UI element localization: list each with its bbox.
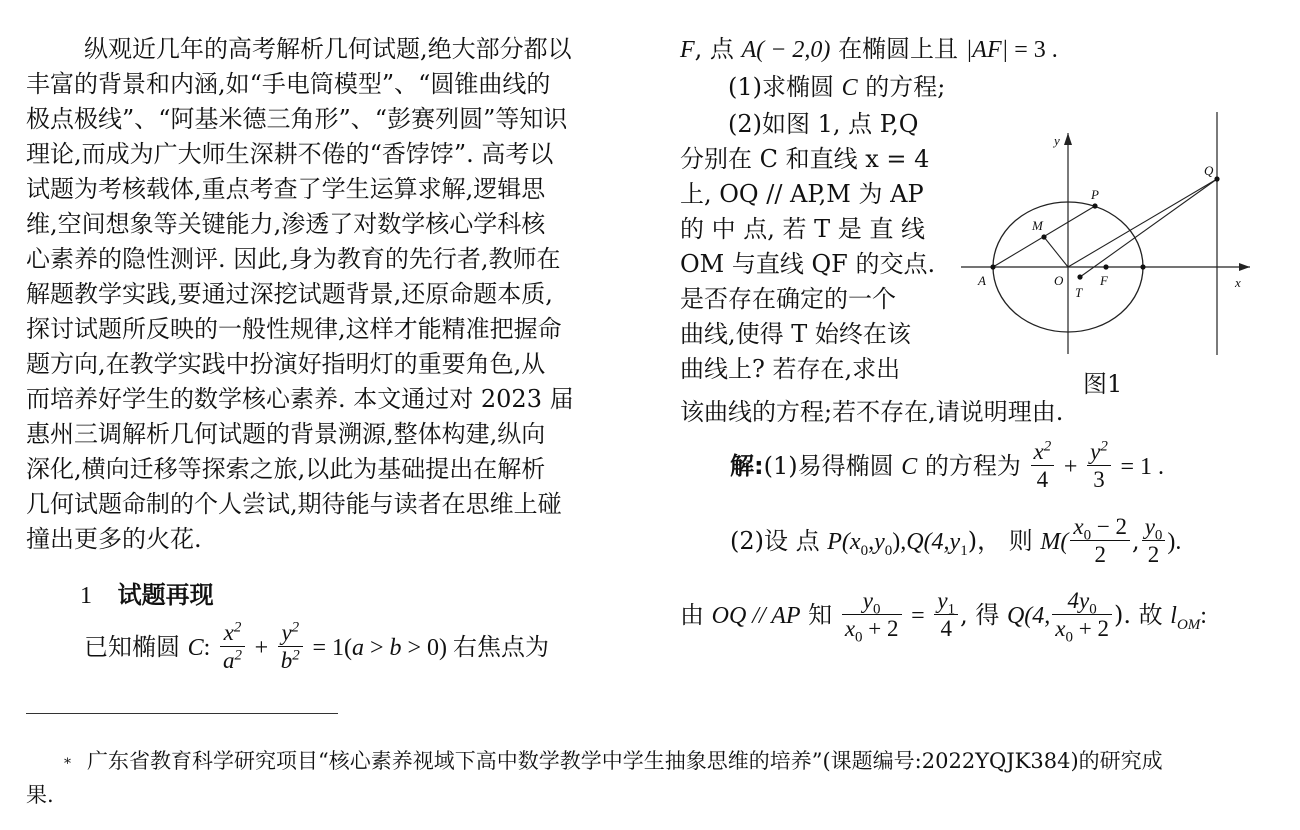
- line-l: l: [1170, 603, 1177, 629]
- problem-lead: 已知椭圆: [84, 633, 180, 661]
- plus-two: + 2: [1073, 616, 1109, 641]
- gt: >: [363, 635, 390, 661]
- x-axis-arrow: [1239, 263, 1250, 271]
- text: (2)设 点: [730, 527, 820, 555]
- solution-part2: (2)设 点 $P(x_0,y_0),Q(4,y_1)$， 则 M( $\frac{x_0 - 2}{2}$ , $\frac{y_0}{2}$ ).: [730, 514, 1182, 567]
- label-x: x: [1235, 275, 1241, 290]
- focus-F: F: [680, 37, 695, 63]
- q2-line: 曲线上? 若存在,求出: [680, 355, 901, 383]
- label-P: P: [1091, 187, 1099, 202]
- point-right-vertex: [1140, 264, 1145, 269]
- denominator: 4: [1036, 467, 1049, 492]
- colon: :: [1200, 603, 1207, 629]
- parallel-OQ-AP: OQ // AP: [711, 603, 801, 629]
- footnote-line1: [64, 747, 1163, 778]
- ellipse-name: C: [187, 635, 204, 661]
- footnote-text: 广东省教育科学研究项目“核心素养视域下高中数学教学中学生抽象思维的培养”(课题编号:2022YQJK384)的研究成: [87, 749, 1163, 773]
- intro-line: 试题为考核载体,重点考查了学生运算求解,逻辑思: [26, 175, 546, 203]
- subscript: 1: [947, 601, 956, 618]
- text: ).: [1167, 529, 1182, 555]
- denominator: 2: [1094, 542, 1106, 567]
- b-var: b: [280, 648, 293, 673]
- q2-line: 上, OQ // AP,M 为 AP: [680, 180, 924, 208]
- abs-AF: |AF|: [965, 37, 1009, 63]
- subscript: 0: [1083, 527, 1092, 544]
- footnote-star: *: [64, 756, 71, 772]
- point-M: M(: [1040, 529, 1069, 555]
- y-var: y: [937, 588, 948, 613]
- intro-line: 撞出更多的火花.: [26, 525, 202, 553]
- x-var: x: [844, 616, 856, 641]
- problem-tail: 右焦点为: [453, 633, 550, 661]
- point-Q: Q(4,: [1006, 603, 1051, 629]
- label-O: O: [1054, 273, 1064, 288]
- y-axis-arrow: [1064, 133, 1072, 145]
- a-var: a: [222, 648, 235, 673]
- point-T: [1077, 274, 1082, 279]
- text: ,y: [868, 529, 885, 555]
- ellipse-name: C: [901, 454, 918, 480]
- q2-line: OM 与直线 QF 的交点.: [680, 250, 936, 278]
- point-Q: [1214, 176, 1219, 181]
- intro-line: 题方向,在教学实践中扮演好指明灯的重要角色,从: [26, 350, 546, 378]
- exp: 2: [234, 647, 242, 664]
- exp: 2: [291, 619, 300, 636]
- fraction-x2-4: [1031, 439, 1055, 492]
- fraction-y1-4: [934, 588, 958, 641]
- figure-caption: 图1: [1083, 370, 1123, 398]
- exp: 2: [1043, 438, 1052, 455]
- q1-suffix: 的方程;: [865, 73, 946, 101]
- text: 的方程为: [924, 452, 1021, 480]
- footnote-rule: [26, 713, 338, 714]
- y-var: y: [1090, 439, 1101, 464]
- segment-QT: [1080, 179, 1217, 277]
- point-M: [1041, 234, 1046, 239]
- point-P: [1092, 203, 1097, 208]
- plus-sign: +: [254, 635, 269, 661]
- x-var: x: [223, 620, 234, 645]
- q1-prefix: (1)求椭圆: [728, 73, 834, 101]
- section-number: 1: [80, 583, 92, 609]
- solution-part1: [730, 438, 1164, 495]
- question-1: [728, 72, 945, 103]
- q2-line: 曲线,使得 T 始终在该: [680, 320, 911, 348]
- label-F: F: [1100, 273, 1108, 288]
- point-F: [1103, 264, 1108, 269]
- fraction-4y0-x0-plus-2: [1052, 588, 1112, 646]
- intro-line: 探讨试题所反映的一般性规律,这样才能精准把握命: [26, 315, 562, 343]
- q2-line: 的 中 点, 若 T 是 直 线: [680, 215, 926, 243]
- segment-OM: [1044, 237, 1068, 267]
- q2-line: 是否存在确定的一个: [680, 285, 896, 313]
- denominator: 4: [940, 616, 952, 641]
- q2-line: (2)如图 1, 点 P,Q: [728, 110, 919, 138]
- subscript: 0: [860, 542, 869, 559]
- plus-sign: +: [1063, 454, 1078, 480]
- a-var: a: [351, 635, 364, 661]
- section-title: 试题再现: [117, 581, 214, 609]
- fraction-x2-a2: [220, 620, 245, 673]
- subscript: OM: [1176, 616, 1201, 633]
- q2-line: 分别在 C 和直线 x = 4: [680, 145, 930, 173]
- intro-line: 极点极线”、“阿基米德三角形”、“彭赛列圆”等知识: [26, 105, 568, 133]
- label-A: A: [978, 273, 986, 288]
- label-M: M: [1032, 218, 1043, 233]
- fraction-y2-b2: [278, 620, 303, 673]
- text: 由: [680, 601, 704, 629]
- intro-line: 惠州三调解析几何试题的背景溯源,整体构建,纵向: [26, 420, 546, 448]
- q2-line: 该曲线的方程;若不存在,请说明理由.: [680, 398, 1064, 426]
- solution-heading: 解:: [730, 452, 764, 480]
- text: (1)易得椭圆: [763, 452, 894, 480]
- text: , 点: [694, 35, 734, 63]
- text: 在椭圆上且: [838, 35, 959, 63]
- fraction-y0-x0-plus-2: [842, 588, 902, 646]
- footnote-line2: 果.: [26, 783, 54, 807]
- denominator: 2: [1147, 542, 1160, 567]
- text: ). 故: [1114, 601, 1163, 629]
- x-var: x: [1055, 616, 1066, 641]
- point-P-coord: P(x: [827, 529, 861, 555]
- equals-one: = 1(: [312, 635, 352, 661]
- fraction-y0-2: [1142, 514, 1166, 567]
- point-Q-coord: ,Q(4,y: [900, 529, 961, 555]
- fraction-y2-3: [1087, 439, 1111, 492]
- section-heading: [80, 580, 214, 611]
- y-var: y: [281, 620, 292, 645]
- intro-line: 而培养好学生的数学核心素养. 本文通过对 2023 届: [26, 385, 574, 413]
- label-Q: Q: [1204, 163, 1214, 178]
- x-var: x: [1073, 514, 1084, 539]
- point-A: A( − 2,0): [741, 37, 831, 63]
- text: ): [892, 529, 901, 555]
- subscript: 0: [855, 629, 863, 646]
- intro-line: 理论,而成为广大师生深耕不倦的“香饽饽”. 高考以: [26, 140, 554, 168]
- intro-line: 深化,横向迁移等探索之旅,以此为基础提出在解析: [26, 455, 546, 483]
- text: 知: [808, 601, 833, 629]
- problem-statement-line2: [680, 34, 1058, 65]
- intro-line: 心素养的隐性测评. 因此,身为教育的先行者,教师在: [26, 245, 561, 273]
- equals-three: = 3 .: [1008, 37, 1058, 63]
- exp: 2: [292, 647, 300, 664]
- plus-two: + 2: [862, 616, 899, 641]
- subscript: 0: [1089, 601, 1097, 618]
- subscript: 0: [884, 542, 893, 559]
- y-var: y: [862, 588, 874, 613]
- ellipse-name: C: [841, 75, 858, 101]
- gt-zero: > 0): [401, 635, 454, 661]
- y-var: y: [1144, 514, 1155, 539]
- text: )， 则: [967, 527, 1033, 555]
- minus-two: − 2: [1091, 514, 1128, 539]
- x-var: x: [1033, 439, 1044, 464]
- label-y: y: [1054, 133, 1060, 148]
- colon: :: [203, 635, 211, 661]
- exp: 2: [233, 619, 242, 636]
- intro-line: 几何试题命制的个人尝试,期待能与读者在思维上碰: [26, 490, 562, 518]
- numerator: 4y: [1067, 588, 1090, 613]
- label-T: T: [1075, 285, 1083, 300]
- point-A: [990, 264, 995, 269]
- subscript: 0: [1065, 629, 1074, 646]
- equals: =: [911, 603, 925, 629]
- fraction-x0-minus-2: [1070, 514, 1130, 567]
- intro-line: 解题教学实践,要通过深挖试题背景,还原命题本质,: [26, 280, 553, 308]
- exp: 2: [1100, 438, 1108, 455]
- figure-1: [958, 107, 1278, 359]
- subscript: 0: [1154, 527, 1163, 544]
- text: , 得: [960, 601, 1000, 629]
- intro-line: 丰富的背景和内涵,如“手电筒模型”、“圆锥曲线的: [26, 70, 551, 98]
- b-var: b: [389, 635, 402, 661]
- problem-statement-line1: [84, 619, 549, 676]
- denominator: 3: [1093, 467, 1105, 492]
- intro-line: 纵观近几年的高考解析几何试题,绝大部分都以: [84, 35, 572, 63]
- equals-one: = 1 .: [1120, 454, 1164, 480]
- subscript: 0: [873, 601, 881, 618]
- solution-part3: [680, 587, 1207, 644]
- intro-line: 维,空间想象等关键能力,渗透了对数学核心学科核: [26, 210, 546, 238]
- subscript: 1: [960, 542, 968, 559]
